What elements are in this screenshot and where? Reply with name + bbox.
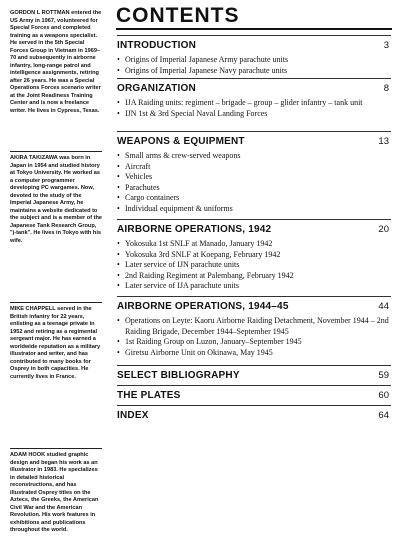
section-page-number: 64 — [378, 410, 389, 421]
toc-item[interactable]: • Individual equipment & uniforms — [117, 204, 391, 215]
section-divider — [117, 78, 391, 79]
toc-item[interactable]: • Operations on Leyte: Kaoru Airborne Raiding Detachment, November 1944 – 2nd Raiding Brigade, December 1944–September 1945 — [117, 316, 391, 337]
section-page-number: 59 — [378, 370, 389, 381]
section-divider — [117, 219, 391, 220]
page-title: CONTENTS — [116, 4, 240, 27]
section-divider — [117, 35, 391, 36]
bio-divider — [10, 151, 102, 152]
section-page-number: 60 — [378, 390, 389, 401]
toc-item[interactable]: • IJN 1st & 3rd Special Naval Landing Forces — [117, 109, 391, 120]
toc-item[interactable]: • Origins of Imperial Japanese Navy parachute units — [117, 66, 391, 77]
toc-item[interactable]: • Later service of IJN parachute units — [117, 260, 391, 271]
bio-divider — [10, 302, 102, 303]
bio-adam-hook: ADAM HOOK studied graphic design and began his work as an illustrator in 1983. He specializes in detailed historical reconstructions, and has illustrated Osprey titles on the Aztecs, the Greeks, the American Civil War and the American Revolution. His work features in exhibitions and publications throughout the world. — [10, 452, 99, 533]
bio-adam-hook-block — [10, 448, 102, 535]
toc-item[interactable]: • Giretsu Airborne Unit on Okinawa, May 1945 — [117, 348, 391, 359]
toc-item[interactable]: • Origins of Imperial Japanese Army parachute units — [117, 55, 391, 66]
toc-section-bibliography[interactable] — [117, 365, 391, 381]
toc-item[interactable]: • Aircraft — [117, 162, 391, 173]
section-title[interactable]: AIRBORNE OPERATIONS, 1942 — [117, 224, 272, 235]
section-page-number: 13 — [378, 136, 389, 147]
section-divider — [117, 365, 391, 366]
section-page-number: 3 — [383, 40, 389, 51]
bio-divider — [10, 448, 102, 449]
toc-item[interactable]: • Vehicles — [117, 172, 391, 183]
section-page-number: 20 — [378, 224, 389, 235]
bio-mike-chappell: MIKE CHAPPELL served in the British infantry for 22 years, enlisting as a teenage private in 1952 and retiring as a regimental sergeant major. He has earned a worldwide reputation as a military illustrator and writer, and has contributed to many books for Osprey in both capacities. He currently lives in France. — [10, 306, 101, 380]
section-title[interactable]: THE PLATES — [117, 390, 181, 401]
toc-item[interactable]: • 1st Raiding Group on Luzon, January–September 1945 — [117, 337, 391, 348]
toc-section-index[interactable] — [117, 405, 391, 421]
toc-item[interactable]: • Yokosuka 1st SNLF at Manado, January 1942 — [117, 239, 391, 250]
toc-section-introduction[interactable] — [117, 35, 391, 76]
title-rule — [116, 28, 392, 30]
section-divider — [117, 296, 391, 297]
toc-section-airborne-1944-45[interactable] — [117, 296, 391, 358]
section-title[interactable]: AIRBORNE OPERATIONS, 1944–45 — [117, 301, 289, 312]
section-title[interactable]: INDEX — [117, 410, 149, 421]
toc-item[interactable]: • Small arms & crew-served weapons — [117, 151, 391, 162]
toc-section-airborne-1942[interactable] — [117, 219, 391, 292]
author-bios-column — [10, 10, 102, 550]
toc-item[interactable]: • Yokosuka 3rd SNLF at Koepang, February 1942 — [117, 250, 391, 261]
toc-item[interactable]: • Parachutes — [117, 183, 391, 194]
section-title[interactable]: WEAPONS & EQUIPMENT — [117, 136, 245, 147]
section-divider — [117, 405, 391, 406]
section-page-number: 8 — [383, 83, 389, 94]
bio-akira-takizawa: AKIRA TAKIZAWA was born in Japan in 1954 and studied history at Tokyo University. He worked as a computer programmer developing PC wargames. Now, devoted to the study of the Imperial Japanese Army, he maintains a website dedicated to the subject and is a member of the Japanese Tank Research Group, "j-tank". He lives in Tokyo with his wife. — [10, 155, 103, 244]
toc-item[interactable]: • Later service of IJA parachute units — [117, 281, 391, 292]
section-divider — [117, 385, 391, 386]
toc-item[interactable]: • 2nd Raiding Regiment at Palembang, February 1942 — [117, 271, 391, 282]
section-divider — [117, 131, 391, 132]
toc-section-plates[interactable] — [117, 385, 391, 401]
toc-section-weapons-equipment[interactable] — [117, 131, 391, 214]
section-title[interactable]: ORGANIZATION — [117, 83, 196, 94]
section-title[interactable]: SELECT BIBLIOGRAPHY — [117, 370, 240, 381]
bio-gordon-rottman: GORDON L ROTTMAN entered the US Army in 1967, volunteered for Special Forces and completed training as a weapons specialist. He served in the 5th Special Forces Group in Vietnam in 1969–70 and subsequently in airborne infantry, long-range patrol and intelligence assignments, retiring after 26 years. He was a Special Operations Forces scenario writer at the Joint Readiness Training Center and is now a freelance writer. He lives in Cypress, Texas. — [10, 10, 102, 114]
toc-item[interactable]: • Cargo containers — [117, 193, 391, 204]
toc-item[interactable]: • IJA Raiding units: regiment – brigade – group – glider infantry – tank unit — [117, 98, 391, 109]
toc-section-organization[interactable] — [117, 78, 391, 119]
section-title[interactable]: INTRODUCTION — [117, 40, 197, 51]
section-page-number: 44 — [378, 301, 389, 312]
bio-mike-chappell-block — [10, 302, 102, 381]
bio-akira-takizawa-block — [10, 151, 102, 245]
